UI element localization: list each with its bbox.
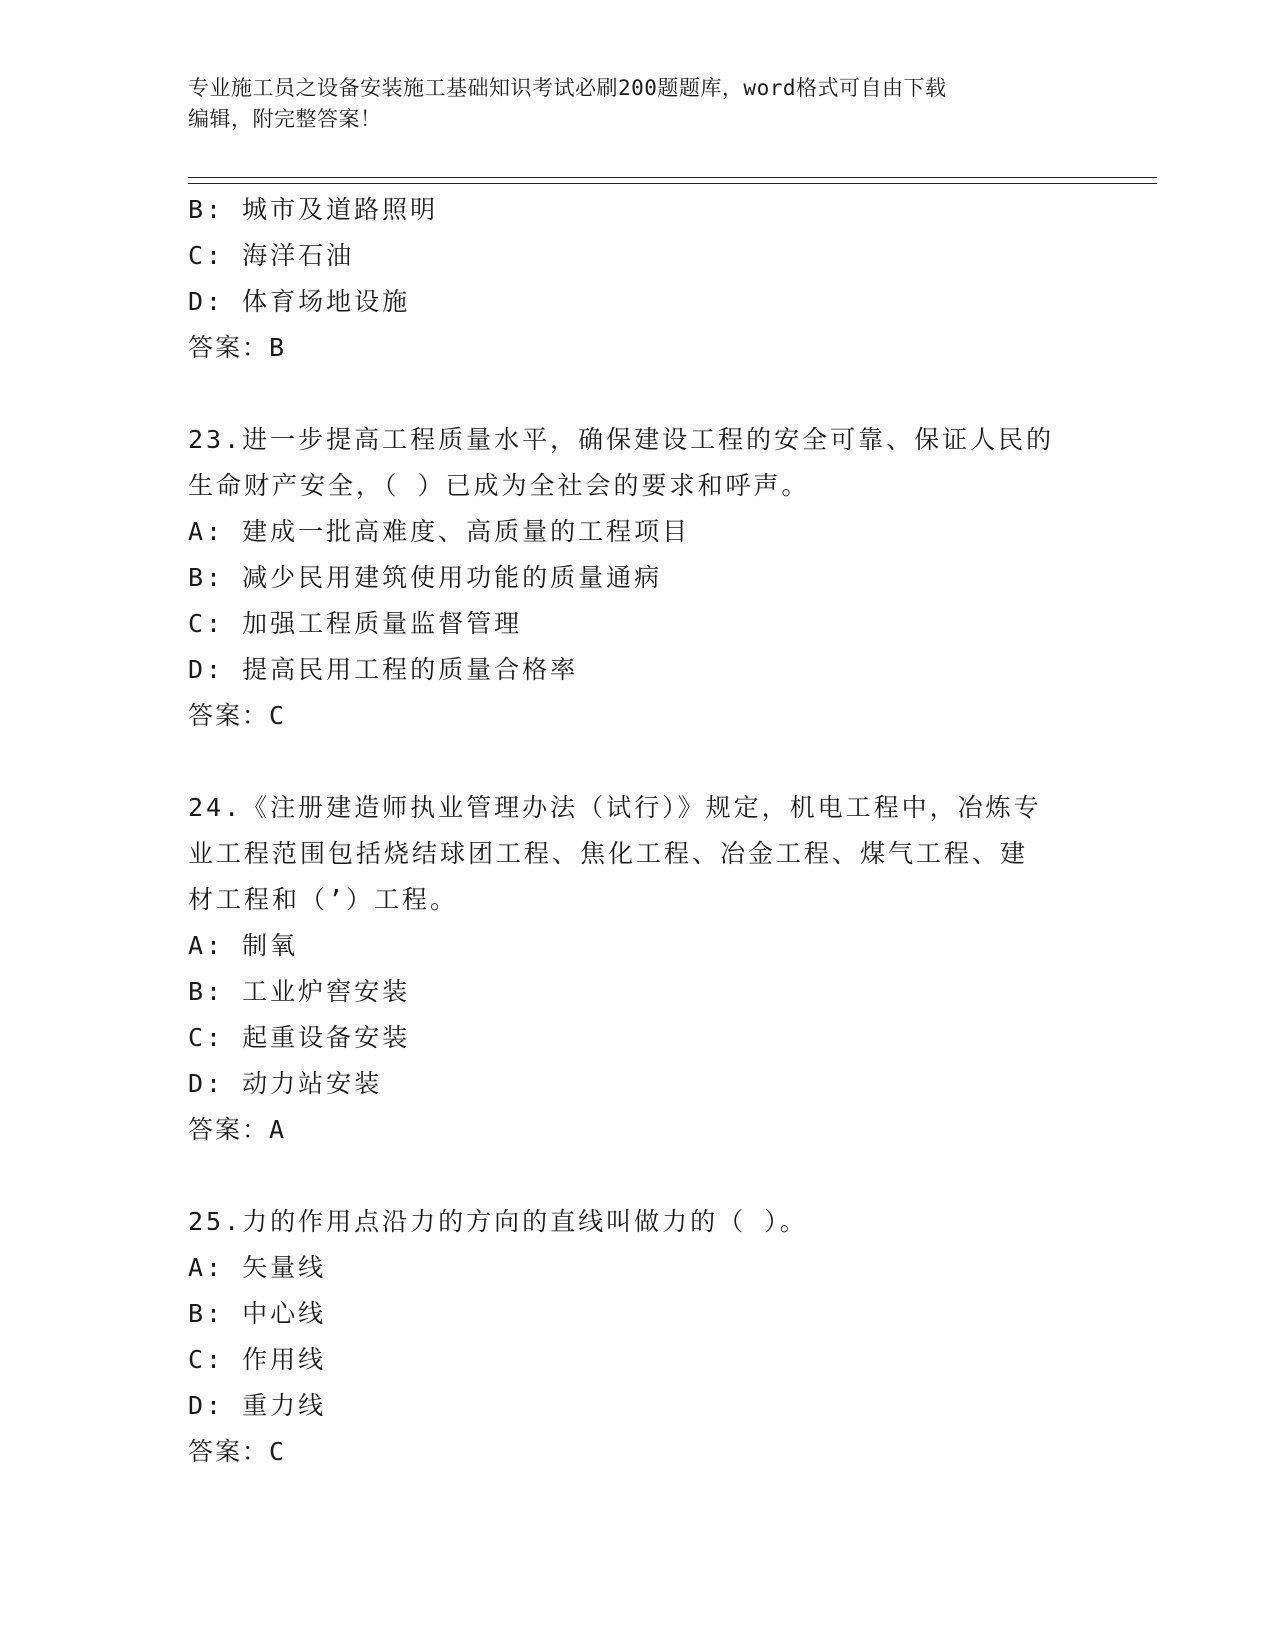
answer-value: C bbox=[269, 701, 287, 730]
answer-value: A bbox=[269, 1115, 287, 1144]
question-stem-line: 生命财产安全，（ ）已成为全社会的要求和呼声。 bbox=[188, 471, 810, 500]
question-22-continued bbox=[188, 187, 1088, 371]
option-d: D: 体育场地设施 bbox=[188, 287, 411, 316]
option-b: B: 工业炉窖安装 bbox=[188, 977, 411, 1006]
option-c: C: 海洋石油 bbox=[188, 241, 355, 270]
option-d: D: 重力线 bbox=[188, 1391, 327, 1420]
answer-value: C bbox=[269, 1437, 287, 1466]
question-23 bbox=[188, 417, 1088, 739]
option-b: B: 城市及道路照明 bbox=[188, 195, 439, 224]
header-line-2: 编辑，附完整答案！ bbox=[188, 107, 382, 131]
answer-value: B bbox=[269, 333, 287, 362]
answer-line bbox=[188, 1429, 1088, 1475]
answer-label: 答案： bbox=[188, 701, 270, 730]
question-stem-line: 25.力的作用点沿力的方向的直线叫做力的（ ）。 bbox=[188, 1207, 808, 1236]
option-a: A: 矢量线 bbox=[188, 1253, 327, 1282]
answer-label: 答案： bbox=[188, 333, 270, 362]
option-c: C: 作用线 bbox=[188, 1345, 327, 1374]
option-c: C: 起重设备安装 bbox=[188, 1023, 411, 1052]
answer-label: 答案： bbox=[188, 1437, 270, 1466]
answer-label: 答案： bbox=[188, 1115, 270, 1144]
header-line-1: 专业施工员之设备安装施工基础知识考试必刷200题题库，word格式可自由下载 bbox=[188, 76, 947, 100]
document-header bbox=[188, 73, 1088, 135]
question-24 bbox=[188, 785, 1088, 1153]
option-c: C: 加强工程质量监督管理 bbox=[188, 609, 523, 638]
question-list bbox=[188, 187, 1088, 1475]
question-stem-line: 业工程范围包括烧结球团工程、焦化工程、冶金工程、煤气工程、建 bbox=[188, 839, 1029, 868]
answer-line bbox=[188, 325, 1088, 371]
spacer bbox=[188, 739, 1088, 785]
spacer bbox=[188, 371, 1088, 417]
header-divider-bottom bbox=[188, 183, 1157, 184]
option-b: B: 中心线 bbox=[188, 1299, 327, 1328]
answer-line bbox=[188, 1107, 1088, 1153]
answer-line bbox=[188, 693, 1088, 739]
option-d: D: 动力站安装 bbox=[188, 1069, 383, 1098]
option-b: B: 减少民用建筑使用功能的质量通病 bbox=[188, 563, 663, 592]
option-a: A: 建成一批高难度、高质量的工程项目 bbox=[188, 517, 691, 546]
question-25 bbox=[188, 1199, 1088, 1475]
question-stem-line: 材工程和（’）工程。 bbox=[188, 885, 459, 914]
option-a: A: 制氧 bbox=[188, 931, 299, 960]
header-divider-top bbox=[188, 177, 1157, 178]
question-stem-line: 24.《注册建造师执业管理办法（试行）》规定，机电工程中，冶炼专 bbox=[188, 793, 1042, 822]
option-d: D: 提高民用工程的质量合格率 bbox=[188, 655, 579, 684]
spacer bbox=[188, 1153, 1088, 1199]
question-stem-line: 23.进一步提高工程质量水平，确保建设工程的安全可靠、保证人民的 bbox=[188, 425, 1055, 454]
